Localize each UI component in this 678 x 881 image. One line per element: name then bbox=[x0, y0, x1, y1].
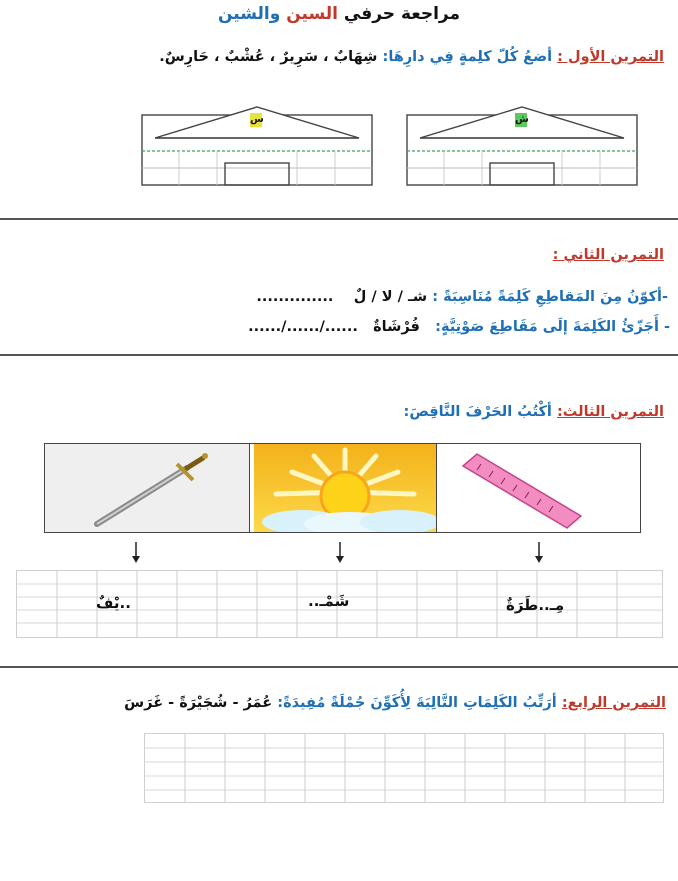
ruler-cell bbox=[441, 444, 640, 532]
exercise-4-header bbox=[12, 692, 666, 711]
exercise-2-line-1-label: -أكوّنُ مِنَ المَقاطِعِ كَلِمَةً مُنَاسِبَةً : bbox=[432, 289, 668, 305]
exercise-2-line-1-answer[interactable]: .............. bbox=[256, 289, 334, 305]
picture-strip bbox=[44, 443, 641, 533]
exercise-2-line-2-label: - أَجَزّئُ الكَلِمَةَ إلَى مَقَاطِعَ صَوْتِيَّةٍ: bbox=[435, 319, 670, 335]
arrow-down-icon bbox=[131, 542, 141, 564]
arrow-down-icon bbox=[335, 542, 345, 564]
sword-cell bbox=[45, 444, 250, 532]
page-title bbox=[0, 4, 678, 24]
exercise-3-heading: التمرين الثالث: bbox=[557, 404, 664, 420]
exercise-4-words: عُمَرُ - شُجَيْرَةً - غَرَسَ bbox=[124, 695, 273, 711]
exercise-2-heading: التمرين الثاني : bbox=[552, 247, 664, 263]
title-part-4: الشين bbox=[217, 4, 270, 24]
exercise-4-instruction: أرَتِّبُ الكَلِمَاتِ التَّالِيَةَ لِأُكَوِّنَ جُمْلَةً مُفِيدَةً: bbox=[277, 695, 557, 711]
exercise-4-heading: التمرين الرابع: bbox=[561, 695, 666, 711]
exercise-3-instruction: أكْتُبُ الحَرْفَ النَّاقِصَ: bbox=[403, 404, 552, 420]
exercise-2-line-2-answer[interactable]: ....../....../...... bbox=[248, 319, 358, 335]
exercise-2-line-1-syllables: شـ / لا / لٌ bbox=[353, 289, 428, 305]
missing-letter-word-sun: شَمْـ.. bbox=[308, 592, 350, 610]
missing-letter-word-ruler: مِـ..طَرَةٌ bbox=[506, 596, 565, 614]
arrow-down-icon bbox=[534, 542, 544, 564]
ruler-icon bbox=[441, 444, 640, 532]
title-part-3: و bbox=[269, 4, 281, 24]
exercise-3-header bbox=[14, 401, 664, 420]
title-part-1: مراجعة حرفي bbox=[337, 4, 461, 24]
sun-icon bbox=[254, 444, 436, 532]
exercise-1-words: شِهَابٌ ، سَرِيرٌ ، عُشْبٌ ، حَارِسٌ. bbox=[159, 49, 378, 65]
title-part-2: السين bbox=[280, 4, 338, 24]
separator-3 bbox=[0, 666, 678, 668]
missing-letter-word-sword: ..يْفٌ bbox=[96, 594, 131, 612]
exercise-1-instruction: أضعُ كُلّ كلِمةٍ فِي دارِهَا: bbox=[382, 49, 553, 65]
exercise-1-heading: التمرين الأول : bbox=[557, 49, 664, 65]
writing-grid-lines bbox=[145, 734, 663, 802]
sword-icon bbox=[45, 444, 249, 532]
exercise-2-line-2 bbox=[8, 316, 670, 335]
exercise-2-header bbox=[14, 244, 664, 263]
exercise-2-line-2-word: فُرْشَاةٌ bbox=[373, 319, 420, 335]
exercise-2-line-1 bbox=[8, 286, 668, 305]
house-sin-letter-badge: ش bbox=[515, 114, 529, 125]
separator-2 bbox=[0, 354, 678, 356]
separator-1 bbox=[0, 218, 678, 220]
exercise-4-writing-grid[interactable] bbox=[144, 733, 664, 803]
house-shin-letter-badge: س bbox=[250, 114, 264, 125]
exercise-1-header bbox=[14, 46, 664, 65]
sun-cell bbox=[254, 444, 437, 532]
